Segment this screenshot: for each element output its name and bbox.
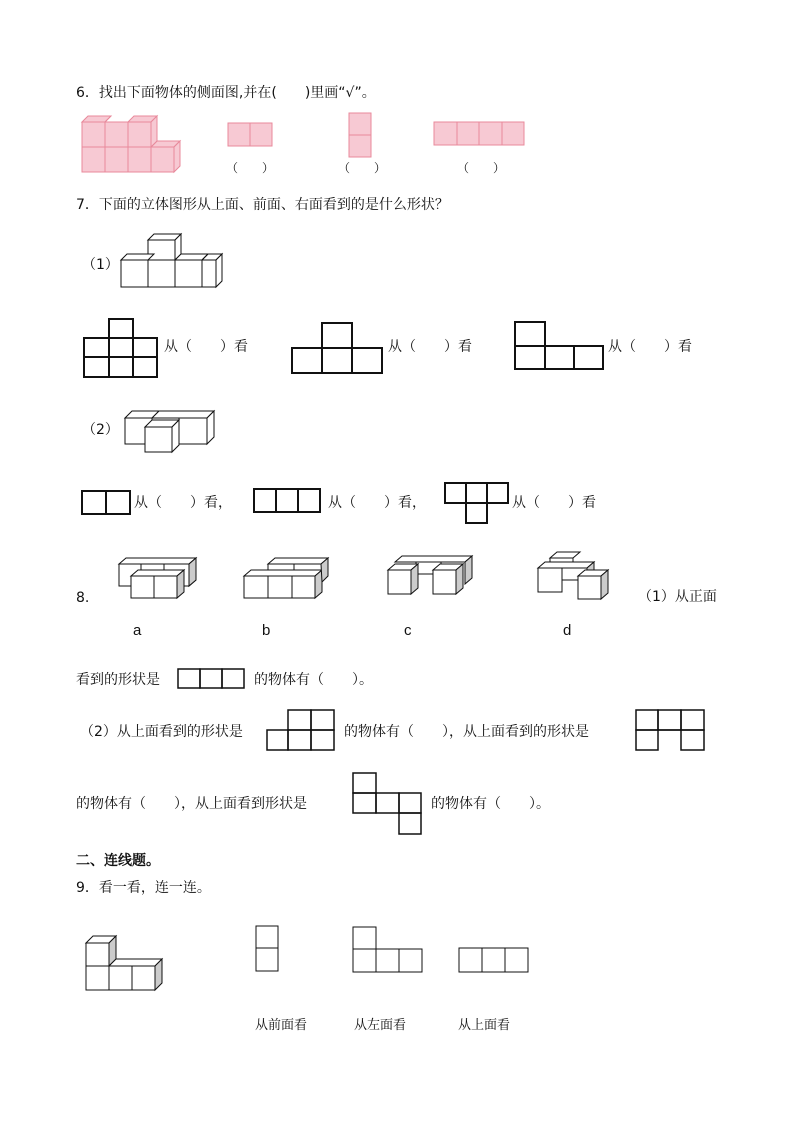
q7-text: 7．下面的立体图形从上面、前面、右面看到的是什么形状？	[76, 197, 449, 213]
q7-view-d	[80, 489, 132, 517]
q7-view-b-blank[interactable]: 从（ ）看	[388, 339, 472, 355]
q7-part2-label: （2）	[82, 422, 119, 438]
q7-view-e-blank[interactable]: 从（ ）看，	[328, 495, 426, 511]
q7-view-d-blank[interactable]: 从（ ）看，	[134, 495, 232, 511]
q7-view-f-blank[interactable]: 从（ ）看	[512, 495, 596, 511]
q8-label-a: a	[133, 622, 142, 639]
q9-label-top[interactable]: 从上面看	[458, 1018, 511, 1033]
q8-line2-pre: （2）从上面看到的形状是	[80, 724, 243, 740]
q7-view-e	[252, 487, 324, 515]
q7-view-a	[82, 318, 160, 380]
q7-part2-solid	[122, 408, 220, 454]
q9-label-left[interactable]: 从左面看	[354, 1018, 407, 1033]
q6-option-four-squares	[433, 121, 527, 147]
q8-label-b: b	[262, 622, 271, 639]
q8-line3-answer[interactable]: 的物体有（ ）。	[431, 796, 550, 812]
q6-text: 6．找出下面物体的侧面图,并在( )里画“√”。	[76, 85, 376, 101]
q9-text: 9．看一看，连一连。	[76, 880, 211, 896]
q7-view-f	[443, 481, 511, 525]
q8-part1-lead: （1）从正面	[638, 589, 717, 605]
q7-part1-label: （1）	[82, 257, 119, 273]
q8-line2-answer[interactable]: 的物体有（ ），从上面看到的形状是	[344, 724, 589, 740]
q8-label-c: c	[404, 622, 412, 639]
q8-line3-pre[interactable]: 的物体有（ ），从上面看到形状是	[76, 796, 307, 812]
q6-option-two-squares	[227, 122, 275, 148]
q8-label-d: d	[563, 622, 572, 639]
q6-answer-blank-1[interactable]: （ ）	[226, 161, 275, 175]
q9-solid	[84, 933, 166, 995]
q8-solid-a	[116, 556, 200, 602]
q9-view-l-shape	[352, 926, 426, 976]
q8-shape-top-view-1	[266, 709, 338, 753]
q8-solid-b	[242, 556, 330, 602]
q6-answer-blank-3[interactable]: （ ）	[457, 161, 506, 175]
q9-label-front[interactable]: 从前面看	[255, 1018, 308, 1033]
q8-line1-pre: 看到的形状是	[76, 672, 160, 688]
section-title-matching: 二、连线题。	[76, 853, 160, 869]
q8-solid-c	[386, 554, 474, 600]
q6-option-stacked-squares	[348, 112, 374, 160]
q8-shape-top-view-3	[352, 772, 424, 838]
q8-number: 8.	[76, 590, 90, 606]
q8-shape-three-row	[177, 668, 247, 690]
q9-view-row	[458, 947, 532, 975]
q9-view-stack	[255, 925, 281, 975]
q6-answer-blank-2[interactable]: （ ）	[338, 161, 387, 175]
q8-line1-answer[interactable]: 的物体有（ ）。	[254, 672, 373, 688]
q8-shape-top-view-2	[635, 709, 707, 753]
q8-solid-d	[536, 550, 618, 602]
q6-solid-figure	[80, 114, 190, 174]
q7-part1-solid	[118, 232, 228, 290]
q7-view-c-blank[interactable]: 从（ ）看	[608, 339, 692, 355]
q7-view-a-blank[interactable]: 从（ ）看	[164, 339, 248, 355]
q7-view-c	[514, 321, 606, 371]
q7-view-b	[291, 322, 385, 375]
